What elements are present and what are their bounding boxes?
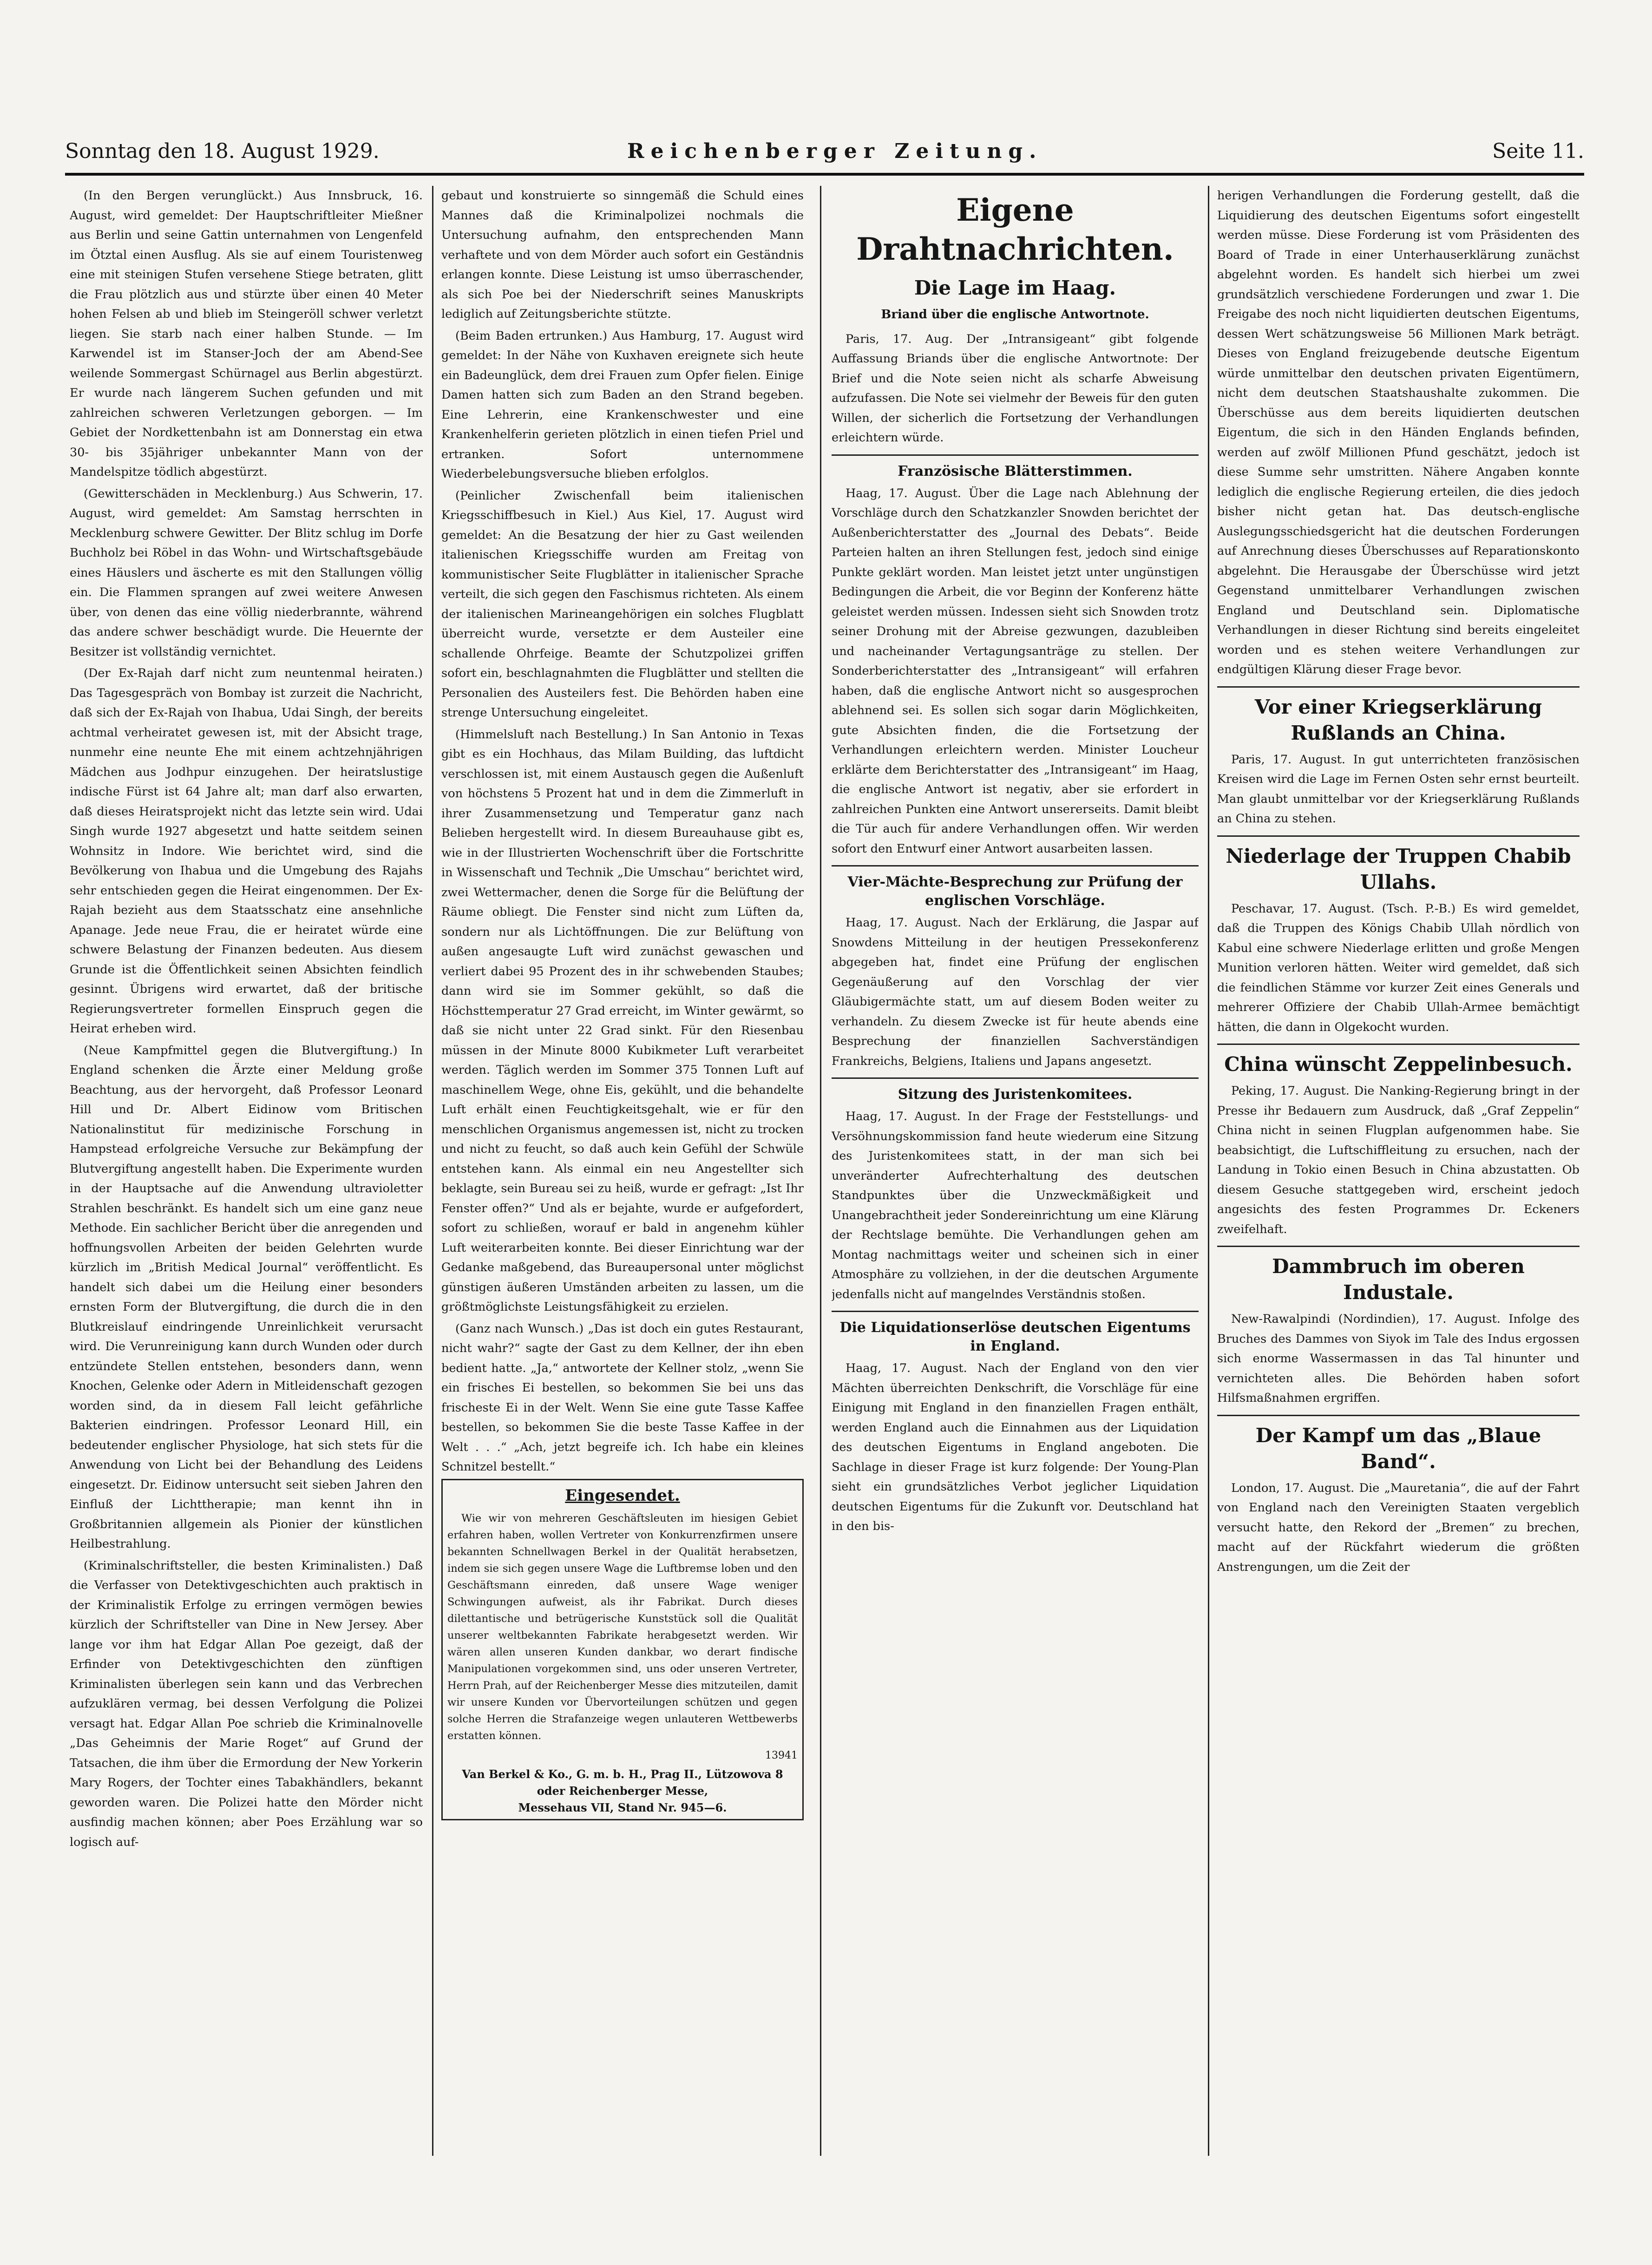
article-kriminalschriftsteller: (Kriminalschriftsteller, die besten Kriminalisten.) Daß die Verfasser von Detektivgeschichten auch praktisch in der Kriminalistik Erfolge zu erringen vermögen bewies kürzlich der Schriftsteller van Dine in New Jersey. Aber lange vor ihm hat Edgar Allan Poe gezeigt, daß der Erfinder von Detektivgeschichten den zünftigen Kriminalisten überlegen sein kann und das Verbrechen aufzuklären vermag, bei dessen Verfolgung die Polizei versagt hat. Edgar Allan Poe schrieb die Kriminalnovelle „Das Geheimnis der Marie Roget“ auf Grund der Tatsachen, die ihm über die Ermordung der New Yorkerin Mary Rogers, der Tochter eines Tabakhändlers, bekannt geworden waren. Die Polizei hatte den Mörder nicht ausfindig machen können; aber Poes Erzählung war so logisch auf-	[70, 1558, 423, 1849]
article-bergunglueck: (In den Bergen verunglückt.) Aus Innsbruck, 16. August, wird gemeldet: Der Hauptschriftleiter Mießner aus Berlin und seine Gattin unternahmen von Lengenfeld im Ötztal einen Ausflug. Als sie auf einem Touristenweg eine mit steinigen Stufen versehene Stiege betraten, glitt die Frau plötzlich aus und stürzte über einen 40 Meter hohen Felsen ab und blieb im Steingeröll schwer verletzt liegen. Sie starb nach einer halben Stunde. — Im Karwendel ist im Stanser-Joch der am Abend-See weilende Sommergast Schürnagel aus Berlin abgestürzt. Er wurde nach längerem Suchen gefunden und mit zahlreichen schweren Verletzungen geborgen. — Im Gebiet der Nordkettenbahn ist am Donnerstag ein etwa 30- bis 35jähriger unbekannter Mann von der Mandelspitze tödlich abgestürzt.	[70, 189, 423, 479]
headline-chabib-ullah: Niederlage der Truppen Chabib Ullahs.	[1226, 844, 1571, 893]
column-1	[70, 186, 423, 2156]
divider	[1217, 1044, 1580, 1045]
headline-vier-maechte: Vier-Mächte-Besprechung zur Prüfung der englischen Vorschläge.	[847, 874, 1183, 909]
article-chabib-ullah: Peschavar, 17. August. (Tsch. P.-B.) Es wird gemeldet, daß die Truppen des Königs Chabib Ullah nördlich von Kabul eine schwere Niederlage erlitten und große Mengen Munition verloren hätten. Weiter wird gemeldet, daß sich die feindlichen Stämme vor kurzer Zeit eines Generals und mehrerer Offiziere der Chabib Ullah-Armee bemächtigt hätten, die dann in Olgekocht wurden.	[1217, 901, 1580, 1034]
column-2	[441, 186, 804, 1965]
eingesendet-text: Wie wir von mehreren Geschäftsleuten im hiesigen Gebiet erfahren haben, wollen Vertreter von Konkurrenzfirmen unsere bekannten Schnellwagen Berkel in der Qualität herabsetzen, indem sie sich gegen unsere Wage die Luftbremse loben und den Geschäftsmann einreden, daß unsere Wage weniger Schwingungen aufweist, als ihr Fabrikat. Durch dieses dilettantische und betrügerische Kunststück soll die Qualität unserer weltbekannten Fabrikate herabgesetzt werden. Wir wären allen unseren Kunden dankbar, wo derart findische Manipulationen vorgekommen sind, uns oder unseren Vertreter, Herrn Prah, auf der Reichenberger Messe dies mitzuteilen, damit wir unsere Kunden vor Übervorteilungen schützen und gegen solche Herren die Strafanzeige wegen unlauteren Wettbewerbs erstatten können.	[447, 1512, 798, 1742]
page-number: Seite 11.	[1492, 139, 1584, 163]
article-briand: Paris, 17. Aug. Der „Intransigeant“ gibt folgende Auffassung Briands über die englische Antwortnote: Der Brief und die Note seien nicht als scharfe Abweisung aufzufassen. Die Note sei vielmehr der Beweis für den guten Willen, der sicherlich die Fortsetzung der Verhandlungen erleichtern würde.	[832, 332, 1199, 445]
divider	[1217, 1246, 1580, 1247]
article-kiel: (Peinlicher Zwischenfall beim italienischen Kriegsschiffbesuch in Kiel.) Aus Kiel, 17. August wird gemeldet: An die Besatzung der hier zu Gast weilenden italienischen Kriegsschiffe wurden am Freitag von kommunistischer Seite Flugblätter in italienischer Sprache verteilt, die sich gegen den Faschismus richteten. Als einem der italienischen Marineangehörigen ein solches Flugblatt überreicht wurde, versetzte er dem Austeiler eine schallende Ohrfeige. Beamte der Schutzpolizei griffen sofort ein, beschlagnahmten die Flugblätter und stellten die Personalien des Austeilers fest. Die Behörden haben eine strenge Untersuchung eingeleitet.	[441, 488, 804, 720]
headline-kriegserklaerung: Vor einer Kriegserklärung Rußlands an China.	[1254, 695, 1542, 744]
headline-haag: Die Lage im Haag.	[914, 276, 1116, 299]
article-ganz-nach-wunsch: (Ganz nach Wunsch.) „Das ist doch ein gutes Restaurant, nicht wahr?“ sagte der Gast zu dem Kellner, der ihn eben bedient hatte. „Ja,“ antwortete der Kellner stolz, „wenn Sie ein frisches Ei bestellen, so bekommen Sie bei uns das frischeste Ei in der Welt. Wenn Sie eine gute Tasse Kaffee bestellen, so bekommen Sie die beste Tasse Kaffee in der Welt . . .“ „Ach, jetzt begreife ich. Ich habe ein kleines Schnitzel bestellt.“	[441, 1321, 804, 1474]
headline-liquidation: Die Liquidationserlöse deutschen Eigentums in England.	[839, 1320, 1191, 1354]
headline-zeppelin: China wünscht Zeppelinbesuch.	[1224, 1053, 1573, 1076]
article-continuation: herigen Verhandlungen die Forderung gestellt, daß die Liquidierung des deutschen Eigentums sofort eingestellt werden müsse. Diese Forderung ist vom Präsidenten des Board of Trade in einer Unterhauserklärung zunächst abgelehnt worden. Es handelt sich hierbei um zwei grundsätzlich verschiedene Forderungen und zwar 1. Die Freigabe des noch nicht liquidierten deutschen Eigentums, dessen Wert schätzungsweise 56 Millionen Mark beträgt. Dieses von England freizugebende deutsche Eigentum würde unmittelbar den deutschen privaten Eigentümern, nicht dem deutschen Staatshaushalte zukommen. Die Überschüsse aus dem bereits liquidierten deutschen Eigentum, die sich in den Händen Englands befinden, werden auf zwölf Millionen Pfund geschätzt, jedoch ist diese Summe sehr umstritten. Nähere Angaben konnte lediglich die englische Regierung erteilen, die dies jedoch bisher nicht getan hat. Das deutsch-englische Auslegungsschiedsgericht hat die deutschen Forderungen auf Anrechnung dieses Überschusses auf Reparationskonto abgelehnt. Die Herausgabe der Überschüsse wird jetzt Gegenstand unmittelbarer Verhandlungen zwischen England und Deutschland sein. Diplomatische Verhandlungen in dieser Richtung sind bereits eingeleitet worden und es stehen weitere Verhandlungen zur endgültigen Klärung dieser Frage bevor.	[1217, 189, 1580, 676]
article-gewitter: (Gewitterschäden in Mecklenburg.) Aus Schwerin, 17. August, wird gemeldet: Am Samstag herrschten in Mecklenburg schwere Gewitter. Der Blitz schlug im Dorfe Buchholz bei Röbel in das Wohn- und Wirtschaftsgebäude eines Häuslers und äscherte es mit den Stallungen völlig ein. Die Flammen sprangen auf zwei weitere Anwesen über, von denen das eine völlig niederbrannte, während das andere schwer beschädigt wurde. Die Heuernte der Besitzer ist vollständig vernichtet.	[70, 486, 423, 659]
column-3	[832, 186, 1199, 2160]
eingesendet-number: 13941	[765, 1750, 798, 1761]
article-dammbruch: New-Rawalpindi (Nordindien), 17. August. Infolge des Bruches des Dammes von Siyok im Tale des Indus ergossen sich enorme Wassermassen in das Tal hinunter und vernichteten alles. Die Behörden haben sofort Hilfsmaßnahmen ergriffen.	[1217, 1312, 1580, 1405]
eingesendet-title: Eingesendet.	[565, 1486, 680, 1505]
article-himmelsluft: (Himmelsluft nach Bestellung.) In San Antonio in Texas gibt es ein Hochhaus, das Milam Building, das luftdicht verschlossen ist, mit einem Austausch gegen die Außenluft von höchstens 5 Prozent hat und in dem die Zimmerluft in ihrer Zusammensetzung und Temperatur ganz nach Belieben hergestellt wird. In diesem Bureauhause gibt es, wie in der Illustrierten Wochenschrift über die Fortschritte in Wissenschaft und Technik „Die Umschau“ berichtet wird, zwei Wettermacher, denen die Sorge für die Belüftung der Räume obliegt. Die Fenster sind nicht zum Lüften da, sondern nur als Lichtöffnungen. Die zur Belüftung von außen angesaugte Luft wird zunächst gewaschen und verliert dabei 95 Prozent des in ihr schwebenden Staubes; dann wird sie im Sommer gekühlt, so daß die Höchsttemperatur 27 Grad erreicht, im Winter gewärmt, so daß sie nicht unter 22 Grad sinkt. Für den Riesenbau müssen in der Minute 8000 Kubikmeter Luft verarbeitet werden. Täglich werden im Sommer 375 Tonnen Luft auf maschinellem Wege, ohne Eis, gekühlt, und die behandelte Luft erhält einen Feuchtigkeitsgehalt, wie er für den menschlichen Organismus angemessen ist, nicht zu trocken und nicht zu feucht, so daß auch kein Gefühl der Schwüle entstehen kann. Als einmal ein neu Angestellter sich beklagte, sein Bureau sei zu heiß, wurde er gefragt: „Ist Ihr Fenster offen?“ Und als er bejahte, wurde er aufgefordert, sofort zu schließen, worauf er bald in angenehm kühler Luft weiterarbeiten konnte. Bei dieser Einrichtung war der Gedanke maßgebend, das Bureaupersonal unter möglichst günstigen äußeren Umständen arbeiten zu lassen, um die größtmöglichste Leistungsfähigkeit zu erzielen.	[441, 727, 804, 1314]
issue-date: Sonntag den 18. August 1929.	[65, 139, 380, 163]
column-rule	[820, 186, 821, 2156]
divider	[1217, 835, 1580, 837]
article-kriegserklaerung: Paris, 17. August. In gut unterrichteten französischen Kreisen wird die Lage im Fernen Osten sehr ernst beurteilt. Man glaubt unmittelbar vor der Kriegserklärung Rußlands an China zu stehen.	[1217, 752, 1580, 826]
headline-juristenkomitee: Sitzung des Juristenkomitees.	[898, 1086, 1133, 1103]
article-blaetterstimmen: Haag, 17. August. Über die Lage nach Ablehnung der Vorschläge durch den Schatzkanzler Snowden berichtet der Außenberichterstatter des „Journal des Debats“. Beide Parteien halten an ihren Stellungen fest, jedoch sind einige Punkte geklärt worden. Man leistet jetzt unter ungünstigen Bedingungen die Arbeit, die vor Beginn der Konferenz hätte geleistet werden müssen. Indessen sieht sich Snowden trotz seiner Drohung mit der Abreise gezwungen, dazubleiben und nacheinander Vertagungsanträge zu stellen. Der Sonderberichterstatter des „Intransigeant“ will erfahren haben, daß die englische Antwort nicht so ausgesprochen ablehnend sei. Es sollen sich sogar darin Möglichkeiten, gute Absichten finden, die die Fortsetzung der Verhandlungen erleichtern werden. Minister Loucheur erklärte dem Berichterstatter des „Intransigeant“ im Haag, die englische Antwort ist negativ, aber sie erfordert in zahlreichen Punkten eine Antwort unsererseits. Damit bleibt die Tür auch für andere Verhandlungen offen. Wir werden sofort den Entwurf einer Antwort ausarbeiten lassen.	[832, 486, 1199, 856]
masthead: Reichenberger Zeitung.	[627, 139, 1043, 163]
page-header	[65, 139, 1584, 177]
eingesendet-stand: Messehaus VII, Stand Nr. 945—6.	[518, 1800, 727, 1814]
section-title: Eigene Drahtnachrichten.	[856, 192, 1174, 267]
article-zeppelin: Peking, 17. August. Die Nanking-Regierung bringt in der Presse ihr Bedauern zum Ausdruck, daß „Graf Zeppelin“ China nicht in seinen Flugplan aufgenommen habe. Sie beabsichtigt, die Luftschiffleitung zu ersuchen, nach der Landung in Tokio einen Besuch in China abzustatten. Ob diesem Gesuche stattgegeben wird, erscheint jedoch angesichts des festen Programmes Dr. Eckeners zweifelhaft.	[1217, 1084, 1580, 1236]
divider	[832, 1311, 1199, 1312]
article-juristenkomitee: Haag, 17. August. In der Frage der Feststellungs- und Versöhnungskommission fand heute wiederum eine Sitzung des Juristenkomitees statt, in der man sich bei unveränderter Aufrechterhaltung des deutschen Standpunktes über die Unzweckmäßigkeit und Unangebrachtheit jeder Sondereinrichtung um eine Klärung der Rechtslage bemühte. Die Verhandlungen gehen am Montag nachmittags weiter und scheinen sich in einer Atmosphäre zu vollziehen, in der die deutschen Argumente jedenfalls nicht auf mangelndes Verständnis stoßen.	[832, 1110, 1199, 1301]
article-baden: (Beim Baden ertrunken.) Aus Hamburg, 17. August wird gemeldet: In der Nähe von Kuxhaven ereignete sich heute ein Badeunglück, dem drei Frauen zum Opfer fielen. Einige Damen hatten sich zum Baden an den Strand begeben. Eine Lehrerin, eine Krankenschwester und eine Krankenhelferin gerieten plötzlich in einen tiefen Priel und ertranken. Sofort unternommene Wiederbelebungsversuche blieben erfolglos.	[441, 328, 804, 481]
eingesendet-firm: Van Berkel & Ko., G. m. b. H., Prag II., Lützowova 8 oder Reichenberger Messe,	[462, 1767, 783, 1798]
article-continuation: gebaut und konstruierte so sinngemäß die Schuld eines Mannes daß die Kriminalpolizei nochmals die Untersuchung aufnahm, den entsprechenden Mann verhaftete und von dem Mörder auch sofort ein Geständnis erlangen konnte. Diese Leistung ist umso überraschender, als sich Poe bei der Niederschrift seines Manuskripts lediglich auf Zeitungsberichte stützte.	[441, 189, 804, 321]
headline-blaues-band: Der Kampf um das „Blaue Band“.	[1255, 1424, 1541, 1473]
article-liquidation: Haag, 17. August. Nach der England von den vier Mächten überreichten Denkschrift, die Vorschläge für eine Einigung mit England in den finanziellen Fragen enthält, werden England auch die Einnahmen aus der Liquidation des deutschen Eigentums in England angeboten. Die Sachlage in dieser Frage ist kurz folgende: Der Young-Plan sieht ein grundsätzliches Verbot jeglicher Liquidation deutschen Eigentums für die Zukunft vor. Deutschland hat in den bis-	[832, 1361, 1199, 1533]
article-blutvergiftung: (Neue Kampfmittel gegen die Blutvergiftung.) In England schenken die Ärzte einer Meldung große Beachtung, aus der hervorgeht, daß Professor Leonard Hill und Dr. Albert Eidinow vom Britischen Nationalinstitut für medizinische Forschung in Hampstead erfolgreiche Versuche zur Bekämpfung der Blutvergiftung angestellt haben. Die Experimente wurden in der Hauptsache auf die Anwendung ultravioletter Strahlen beschränkt. Es handelt sich um eine ganz neue Methode. Ein sachlicher Bericht über die anregenden und hoffnungsvollen Arbeiten der beiden Gelehrten wurde kürzlich im „British Medical Journal“ veröffentlicht. Es handelt sich dabei um die Heilung einer besonders ernsten Form der Blutvergiftung, die durch die in den Blutkreislauf eindringende Unreinlichkeit verursacht wird. Die Verunreinigung kann durch Wunden oder durch entzündete Stellen entstehen, besonders dann, wenn Knochen, Gelenke oder Adern in Mitleidenschaft gezogen worden sind, da in diesem Fall leicht gefährliche Bakterien eindringen. Professor Leonard Hill, ein bedeutender englischer Physiologe, hat sich stets für die Anwendung von Licht bei der Behandlung des Leidens eingesetzt. Dr. Eidinow untersucht seit sieben Jahren den Einfluß der Lichttherapie; man kennt ihn in Großbritannien allgemein als Pionier der künstlichen Heilbestrahlung.	[70, 1043, 423, 1551]
article-ex-rajah: (Der Ex-Rajah darf nicht zum neuntenmal heiraten.) Das Tagesgespräch von Bombay ist zurzeit die Nachricht, daß sich der Ex-Rajah von Ihabua, Udai Singh, der bereits achtmal verheiratet gewesen ist, mit der Absicht trage, nunmehr eine neunte Ehe mit einem achtzehnjährigen Mädchen aus Jodhpur einzugehen. Der heiratslustige indische Fürst ist 64 Jahre alt; man darf also erwarten, daß dieses Heiratsprojekt nicht das letzte sein wird. Udai Singh wurde 1927 abgesetzt und hatte seitdem seinen Wohnsitz in Indore. Wie berichtet wird, sind die Bevölkerung von Ihabua und die Umgebung des Rajahs sehr entschieden gegen die Heirat eingenommen. Der Ex-Rajah bezieht aus dem Staatsschatz eine ansehnliche Apanage. Jede neue Frau, die er heiratet würde eine schwere Belastung der Finanzen bedeuten. Aus diesem Grunde ist die Öffentlichkeit seinen Absichten feindlich gesinnt. Übrigens wird erwartet, daß der britische Regierungsvertreter formellen Einspruch gegen die Heirat erheben wird.	[70, 666, 423, 1036]
header-rule	[65, 173, 1584, 176]
eingesendet-box	[441, 1479, 804, 1820]
divider	[1217, 686, 1580, 688]
article-blaues-band: London, 17. August. Die „Mauretania“, die auf der Fahrt von England nach den Vereinigten Staaten vergeblich versucht hatte, den Rekord der „Bremen“ zu brechen, macht auf der Rückfahrt wiederum die größten Anstrengungen, um die Zeit der	[1217, 1481, 1580, 1574]
divider	[832, 454, 1199, 456]
divider	[832, 865, 1199, 867]
column-rule	[1208, 186, 1209, 2156]
divider	[1217, 1415, 1580, 1416]
divider	[832, 1077, 1199, 1079]
column-4	[1217, 186, 1580, 2160]
headline-blaetterstimmen: Französische Blätterstimmen.	[898, 463, 1133, 479]
headline-dammbruch: Dammbruch im oberen Industale.	[1272, 1255, 1525, 1304]
column-rule	[432, 186, 433, 2156]
kicker-briand: Briand über die englische Antwortnote.	[881, 308, 1149, 322]
article-vier-maechte: Haag, 17. August. Nach der Erklärung, die Jaspar auf Snowdens Mitteilung in der heutigen Pressekonferenz abgegeben hat, findet eine Prüfung der englischen Gegenäußerung auf den Vorschlag der vier Gläubigermächte statt, um auf diesem Boden weiter zu verhandeln. Zu diesem Zwecke ist für heute abends eine Besprechung der finanziellen Sachverständigen Frankreichs, Belgiens, Italiens und Japans angesetzt.	[832, 916, 1199, 1068]
